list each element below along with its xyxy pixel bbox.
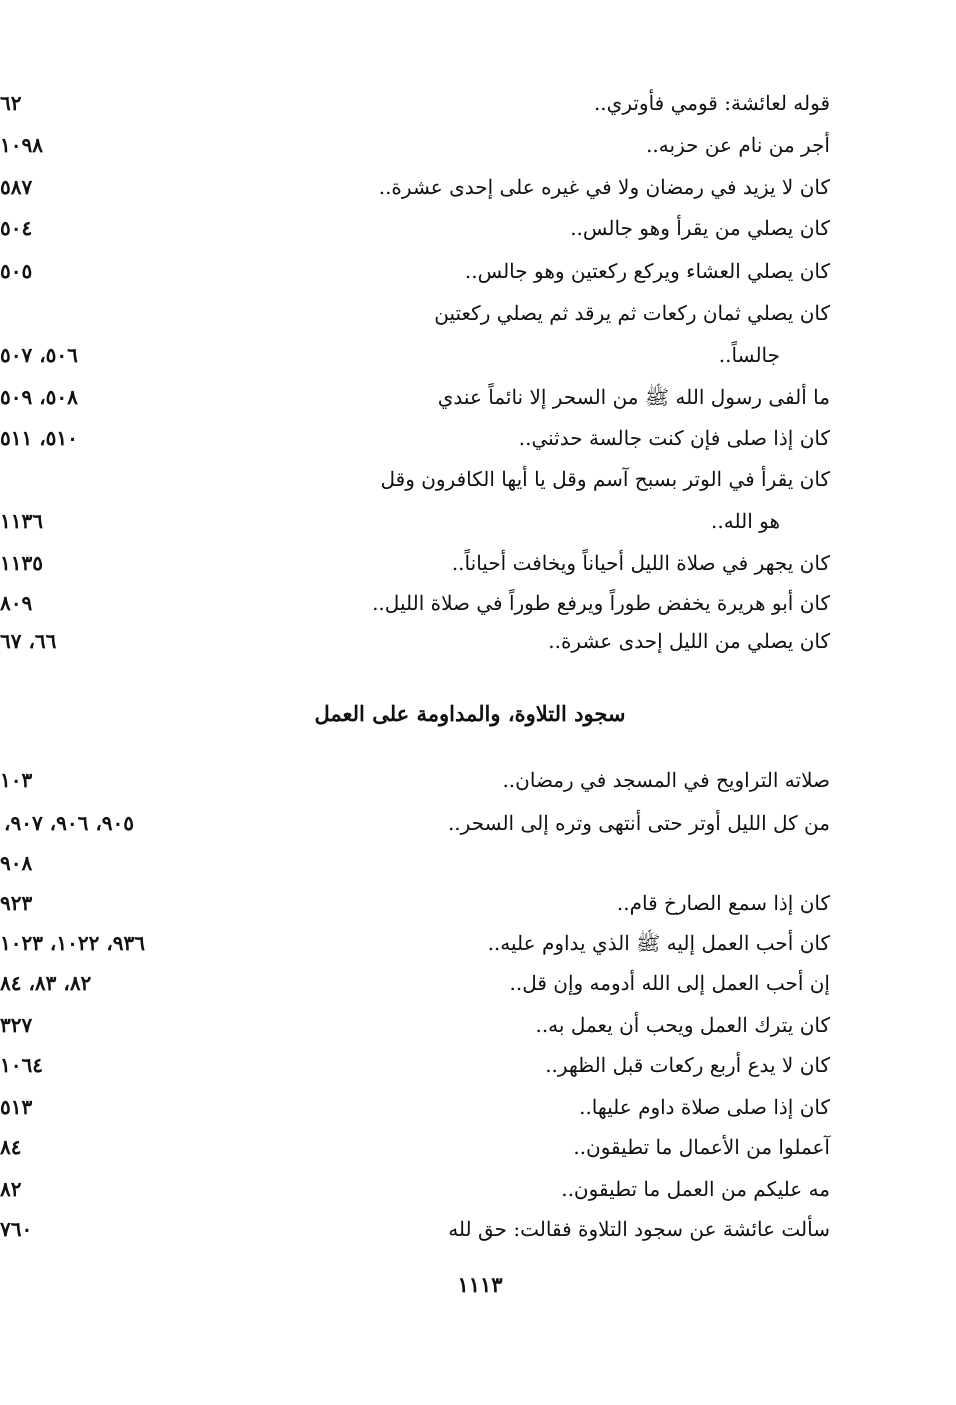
entry-ref: ٨٢	[0, 1177, 22, 1201]
entry-ref-continuation: ٩٠٨	[0, 851, 33, 875]
entry-text: كان يصلي العشاء ويركع ركعتين وهو جالس..	[464, 259, 830, 283]
entry-ref: ٨٠٩	[0, 591, 33, 615]
entry-text: كان يصلي ثمان ركعات ثم يرقد ثم يصلي ركعتين	[434, 301, 830, 325]
entry-ref: ٦٦، ٦٧	[0, 629, 57, 653]
entry-ref: ٩٢٣	[0, 891, 33, 915]
entry-ref: ٨٢، ٨٣، ٨٤	[0, 971, 92, 995]
entry-text: كان يصلي من يقرأ وهو جالس..	[570, 216, 830, 240]
entry-text-continuation: هو الله..	[711, 509, 780, 533]
entry-text: قوله لعائشة: قومي فأوتري..	[593, 91, 830, 115]
entry-ref: ٨٤	[0, 1135, 22, 1159]
entry-text: كان يترك العمل ويحب أن يعمل به..	[535, 1013, 830, 1037]
entry-ref: ٧٦٠	[0, 1217, 33, 1241]
entry-text: كان أبو هريرة يخفض طوراً ويرفع طوراً في صلاة الليل..	[372, 591, 830, 615]
entry-text: مه عليكم من العمل ما تطيقون..	[561, 1177, 830, 1201]
entry-text: آعملوا من الأعمال ما تطيقون..	[573, 1135, 830, 1159]
entry-text: كان لا يدع أربع ركعات قبل الظهر..	[545, 1053, 830, 1077]
entry-ref: ٥١٣	[0, 1095, 33, 1119]
entry-text: كان لا يزيد في رمضان ولا في غيره على إحدى عشرة..	[378, 175, 830, 199]
entry-ref: ٦٢	[0, 91, 22, 115]
section-heading: سجود التلاوة، والمداومة على العمل	[314, 701, 626, 726]
entry-text-continuation: جالساً..	[718, 343, 780, 367]
entry-ref: ٥٨٧	[0, 175, 33, 199]
entry-ref: ٥١٠، ٥١١	[0, 426, 78, 450]
entry-ref: ١٠٣	[0, 768, 33, 792]
entry-text: كان يصلي من الليل إحدى عشرة..	[548, 629, 830, 653]
entry-text: كان يجهر في صلاة الليل أحياناً ويخافت أحياناً..	[451, 551, 830, 575]
entry-ref: ٥٠٦، ٥٠٧	[0, 343, 78, 367]
entry-ref: ١٠٩٨	[0, 133, 43, 157]
entry-text: من كل الليل أوتر حتى أنتهى وتره إلى السحر..	[447, 811, 830, 835]
entry-ref: ٩٠٥، ٩٠٦، ٩٠٧،	[4, 811, 135, 835]
entry-ref: ١٠٦٤	[0, 1053, 43, 1077]
entry-text: كان أحب العمل إليه ﷺ الذي يداوم عليه..	[487, 931, 830, 955]
entry-ref: ١١٣٦	[0, 509, 43, 533]
entry-text: ما ألفى رسول الله ﷺ من السحر إلا نائماً عندي	[437, 385, 830, 409]
entry-text: إن أحب العمل إلى الله أدومه وإن قل..	[509, 971, 830, 995]
entry-ref: ٩٣٦، ١٠٢٢، ١٠٢٣	[0, 931, 146, 955]
entry-text: كان يقرأ في الوتر بسبح آسم وقل يا أيها الكافرون وقل	[380, 467, 830, 491]
page-number: ١١١٣	[457, 1272, 503, 1297]
entry-text: صلاته التراويح في المسجد في رمضان..	[502, 768, 830, 792]
entry-ref: ٥٠٥	[0, 259, 33, 283]
entry-ref: ١١٣٥	[0, 551, 43, 575]
entry-text: أجر من نام عن حزبه..	[646, 133, 830, 157]
entry-text: كان إذا صلى فإن كنت جالسة حدثني..	[518, 426, 830, 450]
entry-text: كان إذا صلى صلاة داوم عليها..	[579, 1095, 830, 1119]
entry-ref: ٣٢٧	[0, 1013, 33, 1037]
entry-ref: ٥٠٨، ٥٠٩	[0, 385, 78, 409]
entry-text: سألت عائشة عن سجود التلاوة فقالت: حق لله	[448, 1217, 830, 1241]
entry-text: كان إذا سمع الصارخ قام..	[616, 891, 830, 915]
entry-ref: ٥٠٤	[0, 216, 33, 240]
